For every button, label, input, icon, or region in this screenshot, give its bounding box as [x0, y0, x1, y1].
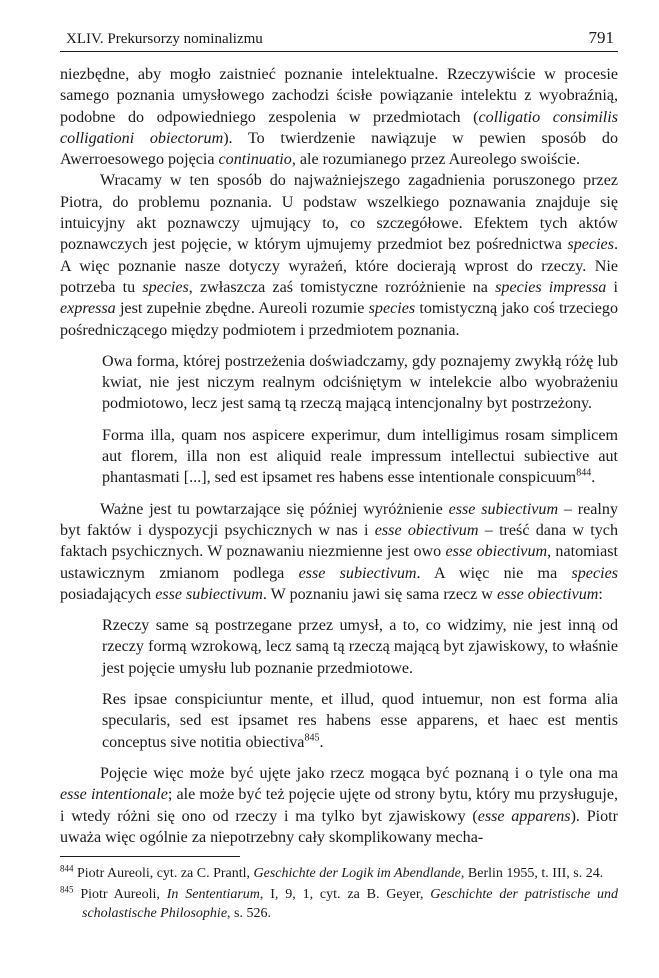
text-run: , s. 526.: [227, 906, 271, 921]
text-run: Owa forma, której postrzeżenia doświadczamy, gdy poznajemy zwykłą różę lub kwiat, nie jest niczym realnym odciśniętym w intelekcie albo wyobrażeniu podmiotowo, lecz jest samą tą rzeczą mającą intencjonalny byt postrzeżony.: [102, 352, 618, 413]
text-run: i: [606, 278, 619, 296]
text-run: jest zupełnie zbędne. Aureoli rozumie: [115, 300, 369, 318]
text-run: Piotr Aureoli,: [73, 887, 167, 902]
text-run: Pojęcie więc może być ujęte jako rzecz mogąca być poznaną i o tyle ona ma: [100, 764, 618, 782]
text-run: .: [591, 469, 596, 487]
text-run: . A więc nie ma: [416, 564, 572, 582]
text-run: Res ipsae conspiciuntur mente, et illud, quod intuemur, non est forma alia specularis, sed est ipsamet res habens esse apparens, et haec est mentis conceptus sive notitia obiectiva: [102, 691, 618, 751]
book-page: [60, 28, 618, 848]
italic-run: esse intentionale: [60, 786, 168, 804]
italic-run: esse obiectivum: [445, 543, 548, 561]
footnote: [60, 885, 618, 923]
italic-run: Geschichte der patristische und scholastische Philosophie: [82, 887, 618, 921]
block-quote: [60, 425, 618, 489]
text-run: tomistyczną jako coś trzeciego pośredniczącego między podmiotem i przedmiotem poznania.: [60, 300, 618, 339]
text-run: Forma illa, quam nos aspicere experimur, dum intelligimus rosam simplicem aut florem, illa non est aliquid reale impressum intellectui subiective aut phantasmati [...], sed est ipsamet res habens esse intentionale conspicuum: [102, 426, 618, 487]
running-header: [60, 28, 618, 52]
text-run: Ważne jest tu powtarzające się później wyróżnienie: [100, 500, 449, 518]
text-run: ). To twierdzenie nawiązuje w pewien sposób do Awerroesowego pojęcia: [60, 129, 618, 169]
block-quote: [60, 689, 618, 753]
text-run: niezbędne, aby mogło zaistnieć poznanie intelektualne. Rzeczywiście w procesie samego poznania umysłowego zachodzi ścisłe powiązanie intelektu z wyobraźnią, podobne do odpowiedniego zespolenia w przedmiotach (: [60, 66, 618, 126]
text-run: .: [319, 733, 324, 751]
paragraph: [60, 499, 618, 605]
italic-run: Geschichte der Logik im Abendlande: [253, 866, 461, 881]
page-number: 791: [588, 28, 614, 47]
text-run: Rzeczy same są postrzegane przez umysł, a to, co widzimy, nie jest inną od rzeczy formą wzrokową, lecz samą tą rzeczą mającą byt zjawiskowy, to właśnie jest pojęcie umysłu lub poznanie przedmiotowe.: [102, 617, 618, 677]
footnote-number: 844: [60, 863, 74, 874]
text-run: Wracamy w ten sposób do najważniejszego zagadnienia poruszonego przez Piotra, do problemu poznania. U podstaw wszelkiego poznawania znajduje się intuicyjny akt poznawczy ujmujący to, co szczegółowe. Efektem tych aktów poznawczych jest pojęcie, w którym ujmujemy przedmiot bez pośrednictwa: [60, 172, 618, 254]
italic-run: esse subiectivum: [155, 585, 263, 603]
italic-run: esse apparens: [477, 807, 571, 825]
footnote: [60, 864, 618, 883]
block-quote: [60, 351, 618, 415]
italic-run: species impressa: [495, 278, 607, 296]
body-text: [60, 64, 618, 848]
text-run: Piotr Aureoli, cyt. za C. Prantl,: [73, 866, 254, 881]
italic-run: expressa: [60, 300, 116, 318]
paragraph: [60, 170, 618, 340]
text-run: , ale rozumianego przez Aureolego swoiście.: [291, 151, 581, 169]
italic-run: species: [567, 236, 614, 254]
text-run: – treść dana w tych faktach psychicznych. W poznawaniu niezmienne jest owo: [60, 521, 618, 561]
italic-run: esse obiectivum: [374, 521, 479, 539]
italic-run: colligatio consimilis colligationi obiectorum: [60, 108, 619, 147]
text-run: ; ale może być też pojęcie ujęte od strony bytu, który mu przysługuje, i wtedy różni się ono od rzeczy i ma tylko byt zjawiskowy (: [60, 786, 618, 825]
text-run: – realny byt faktów i dyspozycji psychicznych w nas i: [60, 500, 618, 539]
text-run: , zwłaszcza zaś tomistyczne rozróżnienie na: [188, 278, 496, 296]
text-run: , natomiast ustawicznym zmianom podlega: [60, 543, 618, 582]
italic-run: esse subiectivum: [298, 564, 417, 582]
footnote-number: 845: [60, 884, 74, 895]
italic-run: esse subiectivum: [448, 500, 559, 518]
italic-run: esse obiectivum: [496, 585, 599, 603]
text-run: :: [598, 585, 603, 603]
chapter-title: XLIV. Prekursorzy nominalizmu: [66, 31, 263, 47]
italic-run: species: [571, 564, 618, 582]
text-run: . W poznaniu jawi się sama rzecz w: [262, 585, 497, 603]
block-quote: [60, 615, 618, 679]
italic-run: species: [142, 278, 189, 296]
text-run: posiadających: [60, 585, 156, 603]
paragraph: [60, 763, 618, 848]
italic-run: In Sententiarum: [166, 887, 260, 902]
text-run: . A więc poznanie nasze dotyczy wyrażeń, które docierają wprost do rzeczy. Nie potrzeba tu: [60, 236, 618, 296]
text-run: ). Piotr uważa więc ogólnie za niepotrzebny cały skomplikowany mecha-: [60, 807, 618, 846]
text-run: , Berlin 1955, t. III, s. 24.: [460, 866, 604, 881]
paragraph: [60, 64, 618, 170]
footnote-divider: [60, 856, 240, 857]
footnotes: [60, 864, 618, 925]
text-run: , I, 9, 1, cyt. za B. Geyer,: [259, 887, 431, 902]
italic-run: continuatio: [218, 151, 292, 169]
footnote-ref[interactable]: 844: [576, 467, 592, 479]
footnote-ref[interactable]: 845: [304, 732, 320, 744]
italic-run: species: [368, 300, 416, 318]
